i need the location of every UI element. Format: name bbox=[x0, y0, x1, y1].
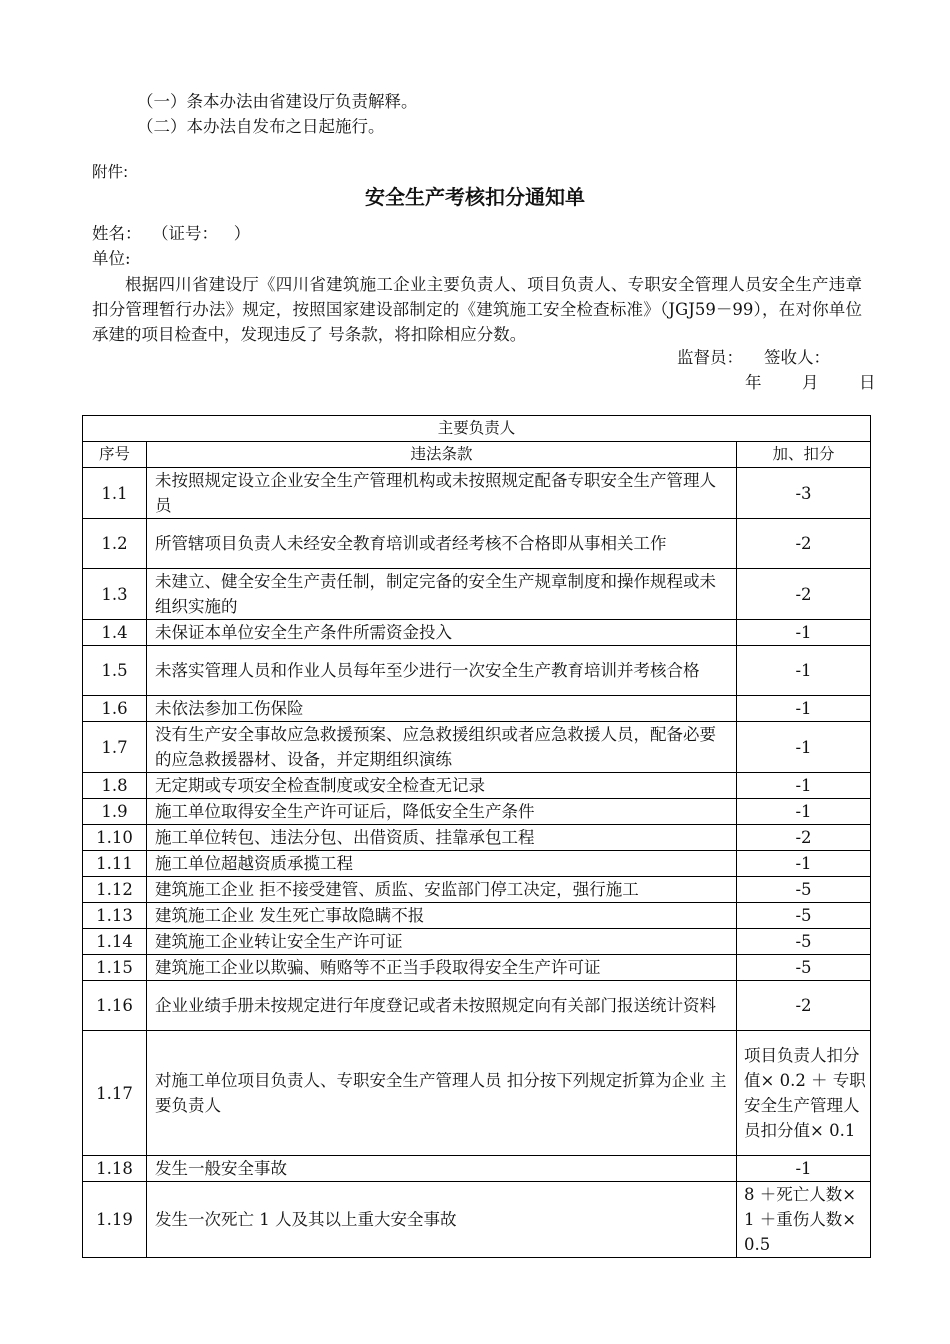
table-row bbox=[83, 877, 871, 903]
table-row bbox=[83, 620, 871, 646]
form-title: 安全生产考核扣分通知单 bbox=[365, 185, 585, 209]
row-number: 1.11 bbox=[83, 851, 147, 877]
table-row bbox=[83, 1031, 871, 1156]
notice-body: 根据四川省建设厅《四川省建筑施工企业主要负责人、项目负责人、专职安全管理人员安全生产违章扣分管理暂行办法》规定，按照国家建设部制定的《建筑施工安全检查标准》（JGJ59－99），在对你单位承建的项目检查中，发现违反了 号条款，将扣除相应分数。 bbox=[92, 275, 862, 344]
row-points: -2 bbox=[737, 981, 871, 1031]
table-row bbox=[83, 722, 871, 773]
signature-line: 监督员： 签收人： bbox=[677, 348, 830, 367]
date-day: 日 bbox=[859, 373, 876, 392]
table-row bbox=[83, 773, 871, 799]
row-points: -2 bbox=[737, 519, 871, 569]
unit-line: 单位: bbox=[92, 249, 131, 268]
row-number: 1.7 bbox=[83, 722, 147, 773]
row-number: 1.1 bbox=[83, 468, 147, 519]
table-body bbox=[83, 468, 871, 1258]
table-row bbox=[83, 903, 871, 929]
table-row bbox=[83, 569, 871, 620]
table-row bbox=[83, 799, 871, 825]
table-row bbox=[83, 696, 871, 722]
row-points: -5 bbox=[737, 955, 871, 981]
row-clause: 所管辖项目负责人未经安全教育培训或者经考核不合格即从事相关工作 bbox=[147, 519, 737, 569]
row-number: 1.16 bbox=[83, 981, 147, 1031]
row-points: -5 bbox=[737, 903, 871, 929]
row-number: 1.5 bbox=[83, 646, 147, 696]
table-row bbox=[83, 981, 871, 1031]
row-points: -5 bbox=[737, 877, 871, 903]
row-clause: 建筑施工企业以欺骗、贿赂等不正当手段取得安全生产许可证 bbox=[147, 955, 737, 981]
row-number: 1.6 bbox=[83, 696, 147, 722]
row-clause: 没有生产安全事故应急救援预案、应急救援组织或者应急救援人员，配备必要的应急救援器材、设备，并定期组织演练 bbox=[147, 722, 737, 773]
table-row bbox=[83, 468, 871, 519]
table-row bbox=[83, 851, 871, 877]
table-row bbox=[83, 1156, 871, 1182]
row-points: -5 bbox=[737, 929, 871, 955]
row-number: 1.15 bbox=[83, 955, 147, 981]
row-points: 8 ＋死亡人数× 1 ＋重伤人数× 0.5 bbox=[737, 1182, 871, 1258]
attachment-label: 附件: bbox=[92, 163, 129, 181]
row-points: -1 bbox=[737, 773, 871, 799]
table-row bbox=[83, 955, 871, 981]
row-points: -1 bbox=[737, 620, 871, 646]
row-points: -1 bbox=[737, 696, 871, 722]
clause-2: （二）本办法自发布之日起施行。 bbox=[137, 117, 385, 136]
name-line: 姓名： （证号： ） bbox=[92, 224, 251, 243]
table-row bbox=[83, 929, 871, 955]
row-number: 1.3 bbox=[83, 569, 147, 620]
row-points: -1 bbox=[737, 1156, 871, 1182]
header-no: 序号 bbox=[83, 442, 147, 468]
row-clause: 建筑施工企业 拒不接受建管、质监、安监部门停工决定，强行施工 bbox=[147, 877, 737, 903]
row-number: 1.8 bbox=[83, 773, 147, 799]
row-points: -2 bbox=[737, 569, 871, 620]
table-row bbox=[83, 519, 871, 569]
row-clause: 施工单位转包、违法分包、出借资质、挂靠承包工程 bbox=[147, 825, 737, 851]
row-number: 1.4 bbox=[83, 620, 147, 646]
row-points: -2 bbox=[737, 825, 871, 851]
row-number: 1.18 bbox=[83, 1156, 147, 1182]
table-row bbox=[83, 1182, 871, 1258]
header-clause: 违法条款 bbox=[147, 442, 737, 468]
row-points: -1 bbox=[737, 646, 871, 696]
row-clause: 企业业绩手册未按规定进行年度登记或者未按照规定向有关部门报送统计资料 bbox=[147, 981, 737, 1031]
row-clause: 施工单位取得安全生产许可证后，降低安全生产条件 bbox=[147, 799, 737, 825]
row-number: 1.9 bbox=[83, 799, 147, 825]
row-clause: 未依法参加工伤保险 bbox=[147, 696, 737, 722]
row-number: 1.12 bbox=[83, 877, 147, 903]
row-clause: 无定期或专项安全检查制度或安全检查无记录 bbox=[147, 773, 737, 799]
row-points: -3 bbox=[737, 468, 871, 519]
row-clause: 未建立、健全安全生产责任制，制定完备的安全生产规章制度和操作规程或未组织实施的 bbox=[147, 569, 737, 620]
row-clause: 建筑施工企业转让安全生产许可证 bbox=[147, 929, 737, 955]
row-clause: 发生一次死亡 1 人及其以上重大安全事故 bbox=[147, 1182, 737, 1258]
row-number: 1.13 bbox=[83, 903, 147, 929]
row-clause: 未保证本单位安全生产条件所需资金投入 bbox=[147, 620, 737, 646]
table-row bbox=[83, 646, 871, 696]
section-title: 主要负责人 bbox=[83, 416, 871, 442]
row-clause: 对施工单位项目负责人、专职安全生产管理人员 扣分按下列规定折算为企业 主要负责人 bbox=[147, 1031, 737, 1156]
deduction-table bbox=[82, 415, 871, 1258]
row-points: -1 bbox=[737, 799, 871, 825]
row-number: 1.17 bbox=[83, 1031, 147, 1156]
row-clause: 发生一般安全事故 bbox=[147, 1156, 737, 1182]
row-points: -1 bbox=[737, 851, 871, 877]
row-clause: 施工单位超越资质承揽工程 bbox=[147, 851, 737, 877]
row-number: 1.10 bbox=[83, 825, 147, 851]
date-line bbox=[745, 371, 876, 395]
table-row bbox=[83, 825, 871, 851]
header-points: 加、扣分 bbox=[737, 442, 871, 468]
row-number: 1.2 bbox=[83, 519, 147, 569]
row-clause: 建筑施工企业 发生死亡事故隐瞒不报 bbox=[147, 903, 737, 929]
row-number: 1.14 bbox=[83, 929, 147, 955]
clause-1: （一）条本办法由省建设厅负责解释。 bbox=[137, 92, 418, 111]
row-clause: 未按照规定设立企业安全生产管理机构或未按照规定配备专职安全生产管理人员 bbox=[147, 468, 737, 519]
row-clause: 未落实管理人员和作业人员每年至少进行一次安全生产教育培训并考核合格 bbox=[147, 646, 737, 696]
row-points: -1 bbox=[737, 722, 871, 773]
row-number: 1.19 bbox=[83, 1182, 147, 1258]
date-month: 月 bbox=[802, 373, 819, 392]
date-year: 年 bbox=[745, 373, 762, 392]
row-points: 项目负责人扣分值× 0.2 ＋ 专职安全生产管理人员扣分值× 0.1 bbox=[737, 1031, 871, 1156]
